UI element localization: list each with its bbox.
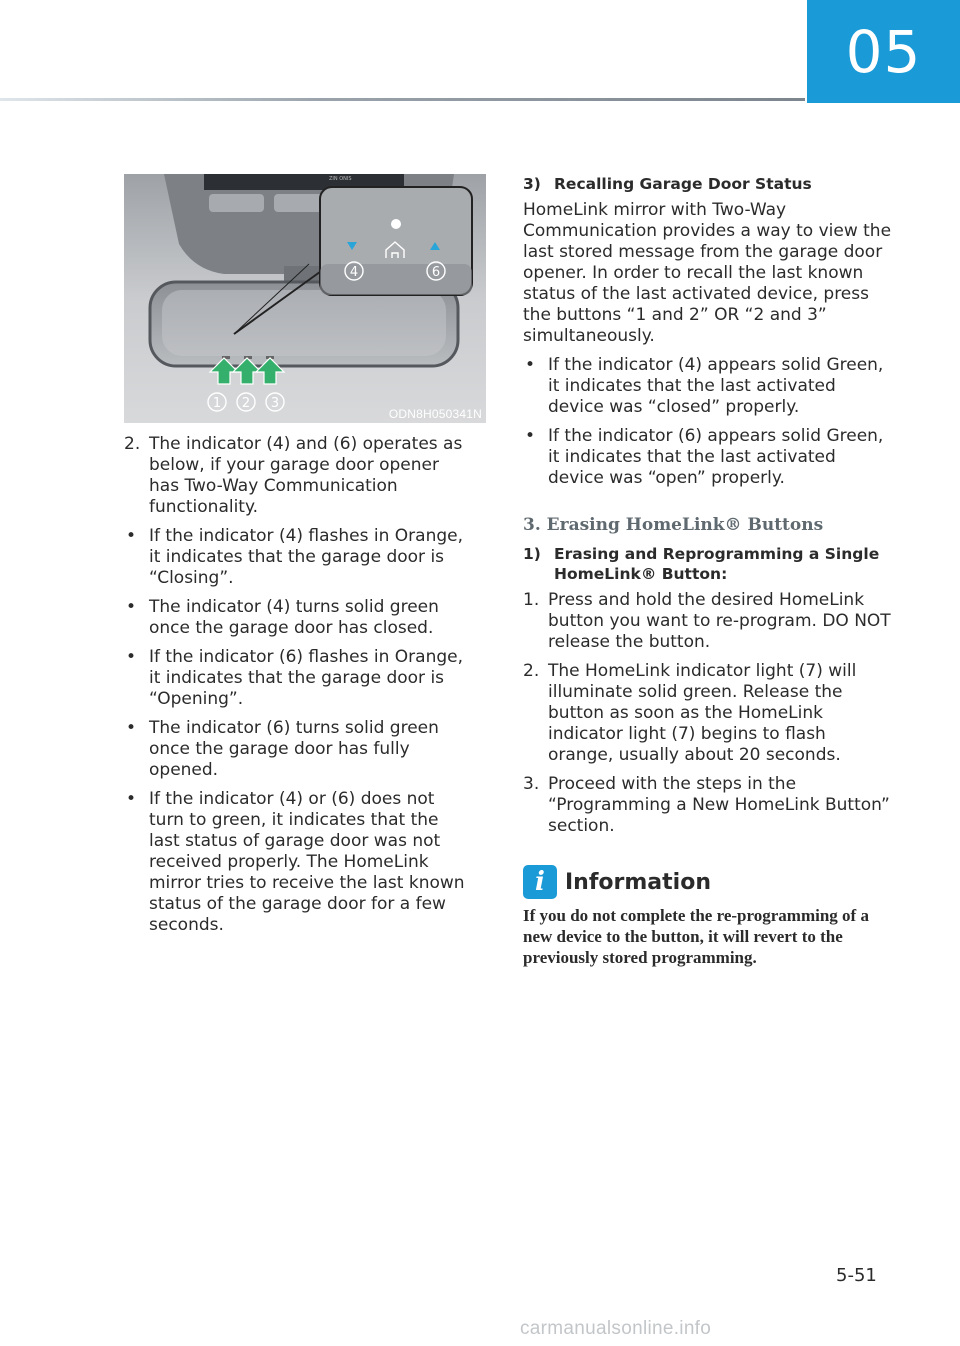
mirror-illustration <box>124 174 486 423</box>
bullet-icon: • <box>126 718 137 738</box>
subsection-title: Recalling Garage Door Status <box>554 175 812 193</box>
bullet-icon: • <box>126 789 137 809</box>
section-title: 3. Erasing HomeLink® Buttons <box>523 515 824 535</box>
bullet-item <box>124 597 474 639</box>
figure-code: ODN8H050341N <box>388 407 482 421</box>
subsection-number: 1) <box>523 545 541 563</box>
bullet-text: If the indicator (4) or (6) does not turn to green, it indicates that the last status of garage door was not received properly. The HomeLink mirror tries to receive the last known status of the garage door for a few seconds. <box>149 789 465 935</box>
info-icon: i <box>523 865 557 899</box>
bullet-item <box>523 426 893 489</box>
step-text: Proceed with the steps in the “Programming a New HomeLink Button” section. <box>548 774 890 836</box>
bullet-icon: • <box>525 426 536 446</box>
information-header <box>523 865 893 899</box>
step-number: 2. <box>523 661 540 681</box>
step-text: The indicator (4) and (6) operates as below, if your garage door opener has Two-Way Communication functionality. <box>149 434 463 517</box>
step-item <box>523 774 893 837</box>
bullet-item <box>124 789 474 936</box>
header-rule <box>0 98 805 101</box>
bullet-text: If the indicator (6) flashes in Orange, it indicates that the garage door is “Opening”. <box>149 647 464 709</box>
step-number: 3. <box>523 774 540 794</box>
svg-text:1: 1 <box>212 396 222 411</box>
bullet-icon: • <box>126 597 137 617</box>
bullet-item <box>124 647 474 710</box>
subsection-title: Erasing and Reprogramming a Single HomeLink® Button: <box>554 545 880 583</box>
ceiling-label: ZIN ONIS <box>329 176 352 182</box>
svg-text:2: 2 <box>241 396 251 411</box>
mirror-drawing <box>124 174 486 423</box>
left-column <box>124 434 474 944</box>
right-column <box>523 174 893 968</box>
information-title: Information <box>565 869 711 895</box>
step-number: 1. <box>523 590 540 610</box>
watermark: carmanualsonline.info <box>520 1318 712 1339</box>
bullet-text: The indicator (4) turns solid green once the garage door has closed. <box>149 597 439 638</box>
bullet-item <box>523 355 893 418</box>
svg-text:4: 4 <box>349 265 359 280</box>
step-number: 2. <box>124 434 141 454</box>
bullet-text: If the indicator (6) appears solid Green, it indicates that the last activated device was “open” properly. <box>548 426 884 488</box>
step-2 <box>124 434 474 518</box>
bullet-icon: • <box>126 647 137 667</box>
bullet-text: If the indicator (4) appears solid Green, it indicates that the last activated device was “closed” properly. <box>548 355 884 417</box>
bullet-icon: • <box>126 526 137 546</box>
bullet-icon: • <box>525 355 536 375</box>
step-text: The HomeLink indicator light (7) will illuminate solid green. Release the button as soon as the HomeLink indicator light (7) begins to flash orange, usually about 20 seconds. <box>548 661 857 765</box>
homelink-indicator-dot <box>391 219 401 229</box>
step-item <box>523 590 893 653</box>
erase-heading <box>523 544 893 584</box>
button-arrows <box>210 358 284 384</box>
step-item <box>523 661 893 766</box>
information-text: If you do not complete the re-programming of a new device to the button, it will revert to the previously stored programming. <box>523 906 869 967</box>
bullet-item <box>124 526 474 589</box>
step-text: Press and hold the desired HomeLink button you want to re-program. DO NOT release the button. <box>548 590 891 652</box>
svg-text:6: 6 <box>431 265 441 280</box>
svg-text:3: 3 <box>270 396 280 411</box>
page-number: 5-51 <box>836 1265 877 1286</box>
recall-heading <box>523 174 893 194</box>
bullet-item <box>124 718 474 781</box>
recall-paragraph: HomeLink mirror with Two-Way Communication provides a way to view the last stored message from the garage door opener. In order to recall the last known status of the last activated device, press the buttons “1 and 2” OR “2 and 3” simultaneously. <box>523 200 892 346</box>
bullet-text: The indicator (6) turns solid green once the garage door has fully opened. <box>149 718 439 780</box>
subsection-number: 3) <box>523 175 541 193</box>
chapter-tab: 05 <box>807 0 960 103</box>
bullet-text: If the indicator (4) flashes in Orange, it indicates that the garage door is “Closing”. <box>149 526 464 588</box>
